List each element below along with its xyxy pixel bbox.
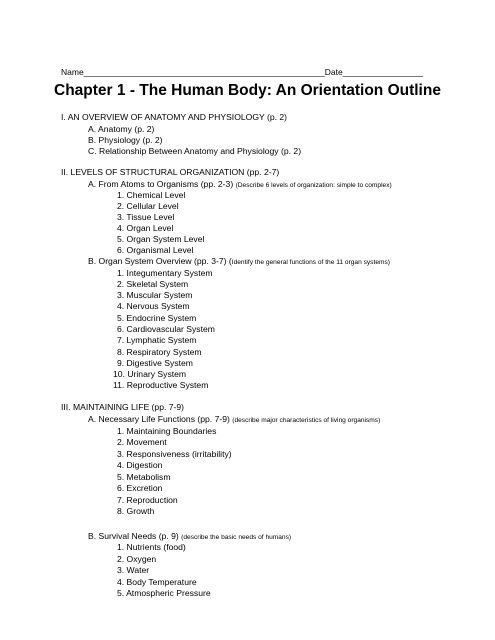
list-item: 1. Chemical Level	[117, 190, 186, 200]
list-item: 7. Lymphatic System	[117, 335, 197, 345]
list-item: 4. Organ Level	[117, 223, 174, 233]
list-item: 2. Movement	[117, 437, 167, 447]
list-item: 3. Responsiveness (irritability)	[117, 449, 232, 459]
subsection-label: B. Organ System Overview (pp. 3-7) (	[88, 256, 232, 266]
subsection-label: B. Survival Needs (p. 9)	[88, 531, 179, 541]
subsection-note: (Describe 6 levels of organization: simple to complex)	[235, 182, 392, 189]
list-item: 4. Body Temperature	[117, 577, 197, 587]
list-item: 2. Cellular Level	[117, 201, 179, 211]
list-item: 5. Organ System Level	[117, 234, 205, 244]
list-item: 6. Excretion	[117, 483, 163, 493]
outline-item: A. Anatomy (p. 2)	[88, 124, 155, 134]
subsection-label: A. From Atoms to Organisms (pp. 2-3)	[88, 179, 234, 189]
list-item: 5. Metabolism	[117, 472, 171, 482]
name-date-text: Name___________________________________________________Date_________________	[61, 67, 424, 77]
list-item: 3. Muscular System	[117, 290, 193, 300]
list-item: 5. Atmospheric Pressure	[117, 588, 211, 598]
outline-item: B. Physiology (p. 2)	[88, 135, 163, 145]
list-item: 2. Skeletal System	[117, 279, 189, 289]
subsection-heading	[88, 414, 380, 426]
subsection-note: Identify the general functions of the 11 organ systems)	[231, 259, 390, 266]
list-item: 1. Nutrients (food)	[117, 542, 186, 552]
list-item: 4. Nervous System	[117, 301, 190, 311]
list-item: 1. Integumentary System	[117, 268, 213, 278]
list-item: 4. Digestion	[117, 460, 163, 470]
subsection-note: (describe the basic needs of humans)	[181, 534, 292, 541]
section-heading: I. AN OVERVIEW OF ANATOMY AND PHYSIOLOGY (p. 2)	[61, 112, 288, 122]
list-item: 6. Cardiovascular System	[117, 324, 215, 334]
page-title: Chapter 1 - The Human Body: An Orientation Outline	[54, 82, 441, 99]
list-item: 8. Growth	[117, 506, 155, 516]
subsection-heading	[88, 256, 390, 268]
list-item: 11. Reproductive System	[113, 380, 209, 390]
list-item: 5. Endocrine System	[117, 313, 197, 323]
section-heading: III. MAINTAINING LIFE (pp. 7-9)	[61, 402, 185, 412]
subsection-note: (describe major characteristics of living organisms)	[232, 417, 381, 424]
list-item: 8. Respiratory System	[117, 347, 202, 357]
list-item: 3. Water	[117, 565, 150, 575]
list-item: 10. Urinary System	[113, 369, 187, 379]
section-heading: II. LEVELS OF STRUCTURAL ORGANIZATION (pp. 2-7)	[61, 167, 280, 177]
outline-item: C. Relationship Between Anatomy and Physiology (p. 2)	[88, 146, 302, 156]
list-item: 3. Tissue Level	[117, 212, 175, 222]
list-item: 7. Reproduction	[117, 495, 178, 505]
list-item: 1. Maintaining Boundaries	[117, 426, 217, 436]
list-item: 6. Organismal Level	[117, 245, 194, 255]
subsection-label: A. Necessary Life Functions (pp. 7-9)	[88, 414, 230, 424]
list-item: 2. Oxygen	[117, 554, 157, 564]
list-item: 9. Digestive System	[117, 358, 193, 368]
